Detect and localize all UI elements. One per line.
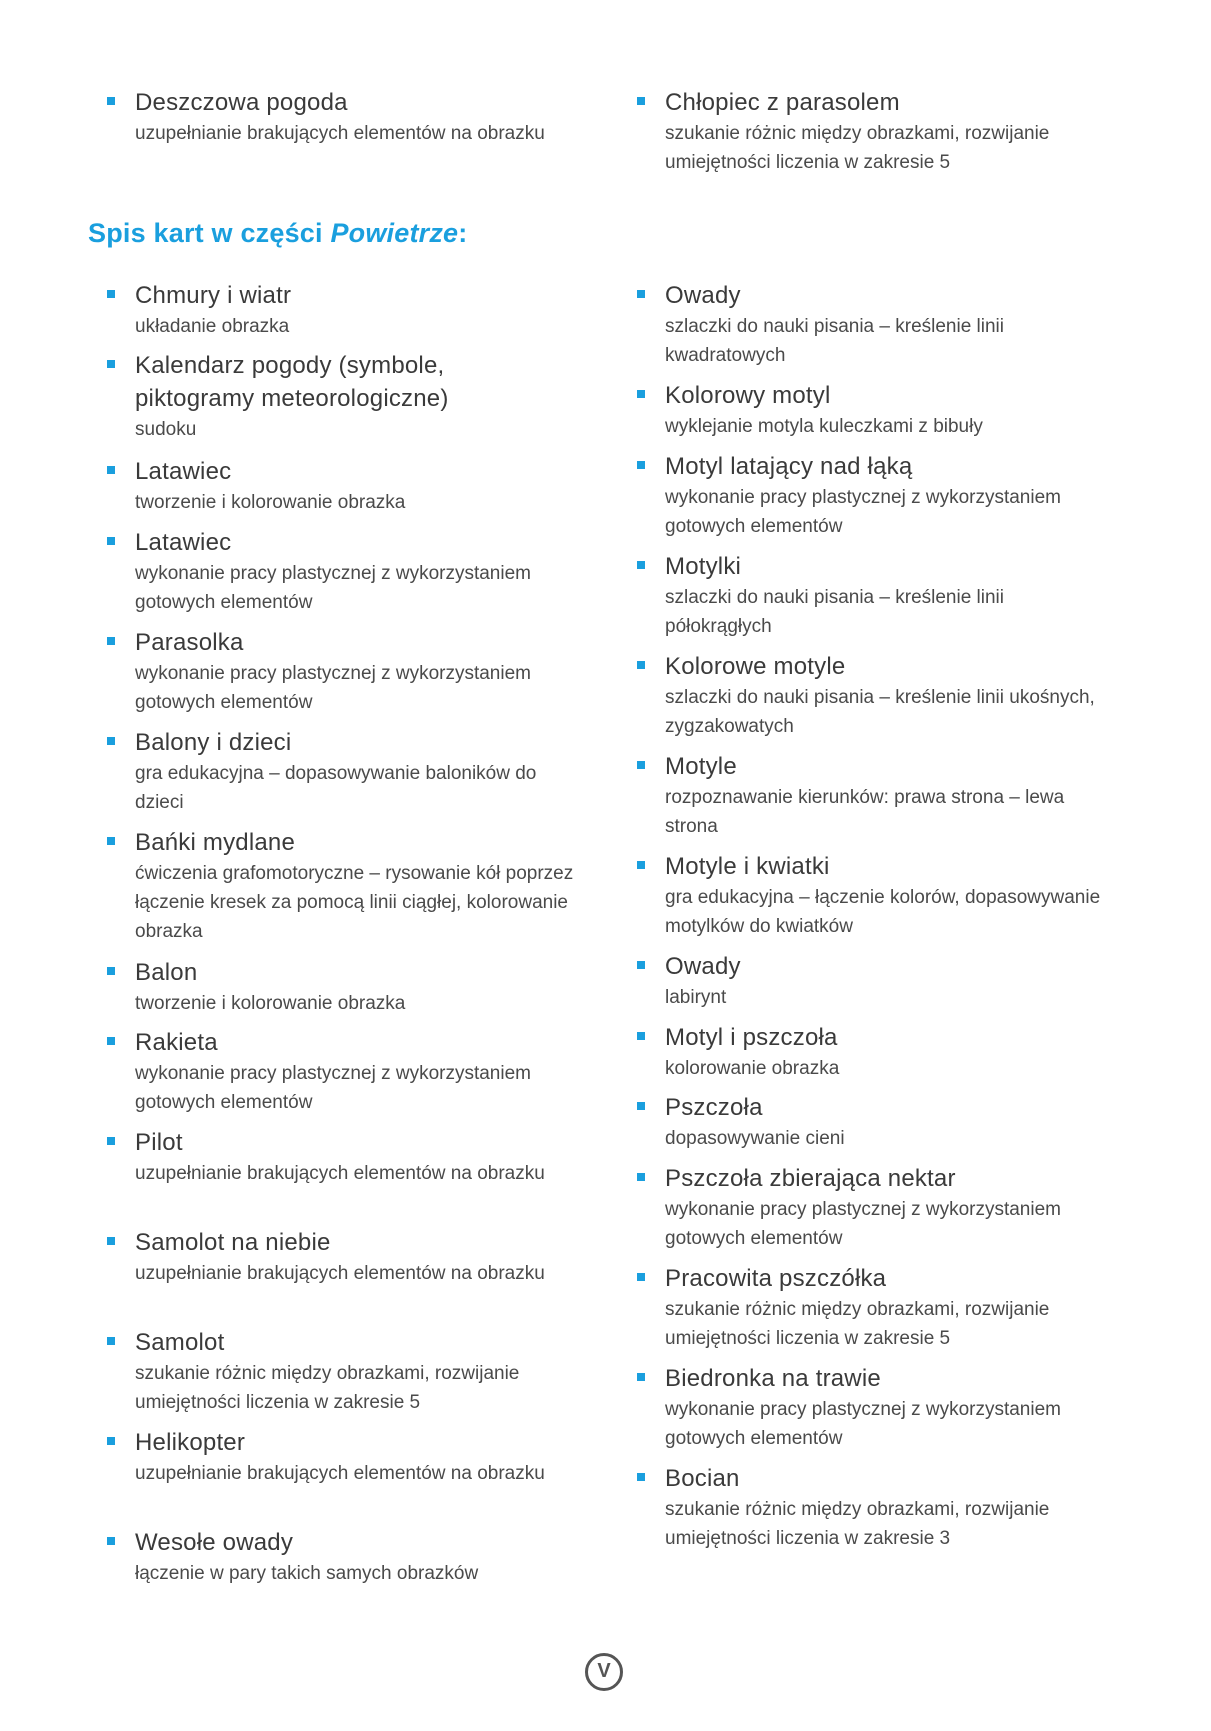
bullet-icon bbox=[637, 861, 645, 869]
heading-emphasis: Powietrze bbox=[330, 218, 459, 248]
item-desc: uzupełnianie brakujących elementów na obrazku bbox=[135, 1463, 545, 1484]
bullet-icon bbox=[107, 466, 115, 474]
item-desc: wykonanie pracy plastycznej z wykorzystaniem gotowych elementów bbox=[135, 663, 531, 713]
item-desc: labirynt bbox=[665, 987, 727, 1008]
bullet-icon bbox=[637, 1273, 645, 1281]
bullet-icon bbox=[637, 1032, 645, 1040]
list-item bbox=[88, 1126, 588, 1188]
list-item bbox=[618, 279, 1118, 370]
list-item bbox=[88, 626, 588, 717]
list-item bbox=[618, 1362, 1118, 1453]
item-title: Deszczowa pogoda bbox=[135, 89, 348, 116]
bullet-icon bbox=[637, 561, 645, 569]
item-desc: szlaczki do nauki pisania – kreślenie linii ukośnych, zygzakowatych bbox=[665, 687, 1095, 737]
item-title: Kolorowy motyl bbox=[665, 382, 831, 409]
item-desc: szukanie różnic między obrazkami, rozwijanie umiejętności liczenia w zakresie 3 bbox=[665, 1499, 1050, 1549]
item-title: Parasolka bbox=[135, 629, 244, 656]
bullet-icon bbox=[107, 1137, 115, 1145]
bullet-icon bbox=[107, 1237, 115, 1245]
item-title: Kolorowe motyle bbox=[665, 653, 846, 680]
item-title: Balon bbox=[135, 959, 198, 986]
item-title: Bańki mydlane bbox=[135, 829, 296, 856]
bullet-icon bbox=[107, 1437, 115, 1445]
list-item bbox=[88, 1426, 588, 1488]
bullet-icon bbox=[107, 97, 115, 105]
item-desc: łączenie w pary takich samych obrazków bbox=[135, 1563, 479, 1584]
list-item bbox=[88, 1526, 588, 1588]
list-item bbox=[88, 1026, 588, 1117]
item-title: Owady bbox=[665, 282, 741, 309]
item-desc: szlaczki do nauki pisania – kreślenie linii półokrągłych bbox=[665, 587, 1005, 637]
bullet-icon bbox=[637, 761, 645, 769]
item-desc: sudoku bbox=[135, 419, 197, 440]
list-item bbox=[618, 1462, 1118, 1553]
list-item bbox=[88, 86, 588, 148]
item-title: Motyle bbox=[665, 753, 737, 780]
section-heading bbox=[88, 218, 467, 249]
item-title: Owady bbox=[665, 953, 741, 980]
list-item bbox=[88, 455, 588, 517]
list-item bbox=[618, 1021, 1118, 1083]
item-desc: wykonanie pracy plastycznej z wykorzystaniem gotowych elementów bbox=[665, 1199, 1061, 1249]
item-desc: wykonanie pracy plastycznej z wykorzystaniem gotowych elementów bbox=[135, 563, 531, 613]
page-number: V bbox=[585, 1653, 623, 1691]
item-desc: tworzenie i kolorowanie obrazka bbox=[135, 492, 406, 513]
list-item bbox=[88, 279, 588, 341]
list-item bbox=[618, 450, 1118, 541]
item-desc: szlaczki do nauki pisania – kreślenie linii kwadratowych bbox=[665, 316, 1005, 366]
heading-prefix: Spis kart w części bbox=[88, 218, 331, 248]
item-title: Latawiec bbox=[135, 529, 232, 556]
bullet-icon bbox=[637, 290, 645, 298]
item-desc: wykonanie pracy plastycznej z wykorzystaniem gotowych elementów bbox=[665, 1399, 1061, 1449]
list-item bbox=[88, 349, 588, 444]
item-title: Kalendarz pogody (symbole, piktogramy meteorologiczne) bbox=[135, 352, 449, 412]
list-item bbox=[618, 86, 1118, 177]
item-desc: szukanie różnic między obrazkami, rozwijanie umiejętności liczenia w zakresie 5 bbox=[665, 123, 1050, 173]
list-item bbox=[88, 726, 588, 817]
bullet-icon bbox=[107, 537, 115, 545]
bullet-icon bbox=[637, 1473, 645, 1481]
list-item bbox=[88, 826, 588, 946]
list-item bbox=[618, 950, 1118, 1012]
item-desc: kolorowanie obrazka bbox=[665, 1058, 840, 1079]
item-title: Wesołe owady bbox=[135, 1529, 294, 1556]
item-desc: wykonanie pracy plastycznej z wykorzystaniem gotowych elementów bbox=[135, 1063, 531, 1113]
item-desc: uzupełnianie brakujących elementów na obrazku bbox=[135, 1263, 545, 1284]
item-title: Biedronka na trawie bbox=[665, 1365, 881, 1392]
list-item bbox=[88, 1326, 588, 1417]
bullet-icon bbox=[637, 961, 645, 969]
item-title: Motyl i pszczoła bbox=[665, 1024, 838, 1051]
item-desc: szukanie różnic między obrazkami, rozwijanie umiejętności liczenia w zakresie 5 bbox=[665, 1299, 1050, 1349]
item-title: Bocian bbox=[665, 1465, 740, 1492]
item-desc: układanie obrazka bbox=[135, 316, 290, 337]
item-desc: tworzenie i kolorowanie obrazka bbox=[135, 993, 406, 1014]
item-title: Motyl latający nad łąką bbox=[665, 453, 913, 480]
item-desc: gra edukacyjna – łączenie kolorów, dopasowywanie motylków do kwiatków bbox=[665, 887, 1101, 937]
item-desc: wyklejanie motyla kuleczkami z bibuły bbox=[665, 416, 983, 437]
bullet-icon bbox=[107, 360, 115, 368]
item-desc: uzupełnianie brakujących elementów na obrazku bbox=[135, 123, 545, 144]
list-item bbox=[88, 526, 588, 617]
item-title: Pszczoła zbierająca nektar bbox=[665, 1165, 956, 1192]
item-title: Latawiec bbox=[135, 458, 232, 485]
item-desc: ćwiczenia grafomotoryczne – rysowanie kół poprzez łączenie kresek za pomocą linii ciągłej, kolorowanie obrazka bbox=[135, 863, 574, 942]
item-title: Chmury i wiatr bbox=[135, 282, 292, 309]
bullet-icon bbox=[107, 837, 115, 845]
bullet-icon bbox=[107, 967, 115, 975]
item-title: Helikopter bbox=[135, 1429, 246, 1456]
bullet-icon bbox=[637, 1373, 645, 1381]
item-title: Pszczoła bbox=[665, 1094, 763, 1121]
list-item bbox=[88, 956, 588, 1018]
item-title: Rakieta bbox=[135, 1029, 218, 1056]
bullet-icon bbox=[107, 637, 115, 645]
item-title: Samolot na niebie bbox=[135, 1229, 331, 1256]
bullet-icon bbox=[107, 1337, 115, 1345]
list-item bbox=[618, 1162, 1118, 1253]
list-item bbox=[618, 650, 1118, 741]
item-title: Samolot bbox=[135, 1329, 225, 1356]
item-desc: dopasowywanie cieni bbox=[665, 1128, 845, 1149]
list-item bbox=[88, 1226, 588, 1288]
bullet-icon bbox=[637, 461, 645, 469]
bullet-icon bbox=[107, 290, 115, 298]
item-desc: szukanie różnic między obrazkami, rozwijanie umiejętności liczenia w zakresie 5 bbox=[135, 1363, 520, 1413]
item-desc: gra edukacyjna – dopasowywanie baloników do dzieci bbox=[135, 763, 537, 813]
item-title: Pilot bbox=[135, 1129, 183, 1156]
bullet-icon bbox=[637, 1173, 645, 1181]
item-title: Motyle i kwiatki bbox=[665, 853, 830, 880]
top-left-column bbox=[88, 86, 588, 148]
list-item bbox=[618, 550, 1118, 641]
item-title: Motylki bbox=[665, 553, 742, 580]
list-item bbox=[618, 379, 1118, 441]
item-desc: rozpoznawanie kierunków: prawa strona – lewa strona bbox=[665, 787, 1065, 837]
item-desc: wykonanie pracy plastycznej z wykorzystaniem gotowych elementów bbox=[665, 487, 1061, 537]
item-desc: uzupełnianie brakujących elementów na obrazku bbox=[135, 1163, 545, 1184]
bullet-icon bbox=[107, 1037, 115, 1045]
bullet-icon bbox=[637, 97, 645, 105]
bullet-icon bbox=[637, 661, 645, 669]
item-title: Chłopiec z parasolem bbox=[665, 89, 900, 116]
bullet-icon bbox=[637, 1102, 645, 1110]
list-item bbox=[618, 1262, 1118, 1353]
heading-suffix: : bbox=[458, 218, 468, 248]
item-title: Pracowita pszczółka bbox=[665, 1265, 887, 1292]
list-item bbox=[618, 1091, 1118, 1153]
list-item bbox=[618, 750, 1118, 841]
top-right-column bbox=[618, 86, 1118, 177]
bullet-icon bbox=[107, 1537, 115, 1545]
bullet-icon bbox=[107, 737, 115, 745]
bullet-icon bbox=[637, 390, 645, 398]
list-item bbox=[618, 850, 1118, 941]
item-title: Balony i dzieci bbox=[135, 729, 292, 756]
